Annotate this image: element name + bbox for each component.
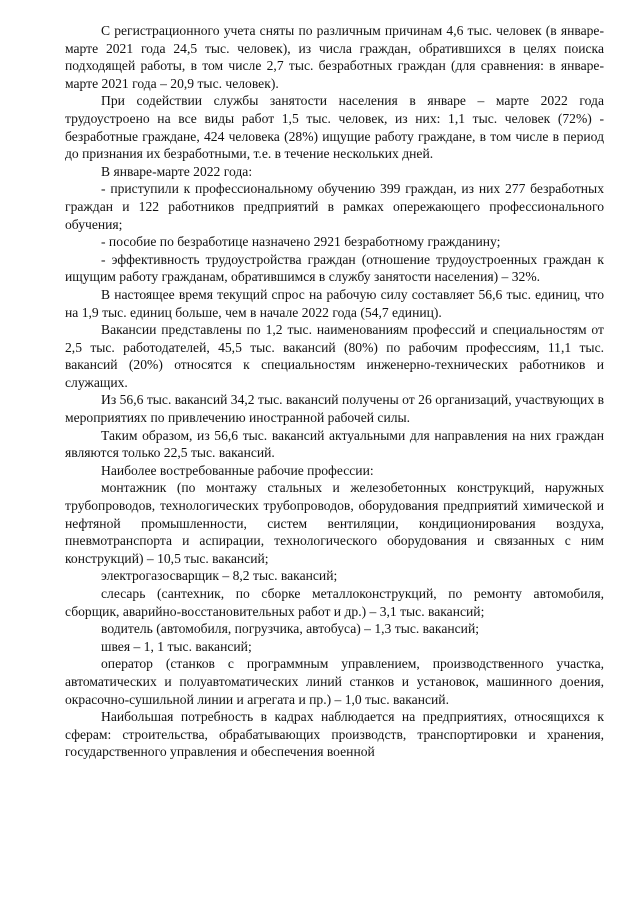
paragraph-jan-mar-heading: В январе-марте 2022 года:	[101, 163, 253, 179]
list-item-seamstress: швея – 1, 1 тыс. вакансий;	[101, 638, 252, 654]
paragraph-greatest-need: Наибольшая потребность в кадрах наблюдается на предприятиях, относящихся к сферам: строительства, обрабатывающих производств, транспортировки и хранения, государственного управления и обеспечения военной	[65, 709, 604, 760]
paragraph-efficiency: - эффективность трудоустройства граждан (отношение трудоустроенных граждан к ищущим работу гражданам, обратившимся в службу занятости населения) – 32%.	[65, 251, 604, 285]
list-item-driver: водитель (автомобиля, погрузчика, автобуса) – 1,3 тыс. вакансий;	[101, 621, 479, 637]
paragraph-deregistration: С регистрационного учета сняты по различным причинам 4,6 тыс. человек (в январе-марте 2021 года 24,5 тыс. человек), из числа граждан, обратившихся в целях поиска подходящей работы, в том числе 2,7 тыс. безработных граждан (для сравнения: в январе-марте 2021 года – 20,9 тыс. человек).	[65, 23, 604, 91]
paragraph-labor-demand: В настоящее время текущий спрос на рабочую силу составляет 56,6 тыс. единиц, что на 1,9 тыс. единиц больше, чем в начале 2022 года (54,7 единиц).	[65, 286, 604, 320]
list-item-operator: оператор (станков с программным управлением, производственного участка, автоматических и полуавтоматических линий станков и установок, машинного доения, окрасочно-сушильной линии и агрегата и пр.) – 1,0 тыс. вакансий.	[65, 656, 604, 707]
paragraph-benefits: - пособие по безработице назначено 2921 безработному гражданину;	[101, 234, 501, 250]
paragraph-foreign-labor: Из 56,6 тыс. вакансий 34,2 тыс. вакансий получены от 26 организаций, участвующих в мероприятиях по привлечению иностранной рабочей силы.	[65, 392, 604, 426]
paragraph-actual-vacancies: Таким образом, из 56,6 тыс. вакансий актуальными для направления на них граждан являются только 22,5 тыс. вакансий.	[65, 427, 604, 461]
list-item-locksmith: слесарь (сантехник, по сборке металлоконструкций, по ремонту автомобиля, сборщик, аварийно-восстановительных работ и др.) – 3,1 тыс. вакансий;	[65, 586, 604, 619]
list-item-installer: монтажник (по монтажу стальных и железобетонных конструкций, наружных трубопроводов, технологических трубопроводов, оборудования предприятий химической и нефтяной промышленности, систем вентиляции, кондиционирования воздуха, пневмотранспорта и аспирации, технологического оборудования и связанных с ним конструкций) – 10,5 тыс. вакансий;	[65, 480, 604, 566]
list-item-welder: электрогазосварщик – 8,2 тыс. вакансий;	[101, 568, 338, 584]
paragraph-training: - приступили к профессиональному обучению 399 граждан, из них 277 безработных граждан и 122 работников предприятий в рамках опережающего профессионального обучения;	[65, 181, 604, 232]
paragraph-demanded-professions: Наиболее востребованные рабочие профессии:	[101, 462, 374, 478]
paragraph-employment-assistance: При содействии службы занятости населения в январе – марте 2022 года трудоустроено на все виды работ 1,5 тыс. человек, из них: 1,1 тыс. человек (72%) - безработные граждане, 424 человека (28%) ищущие работу граждане, в том числе в период до признания их безработными, т.е. в течение нескольких дней.	[65, 93, 604, 162]
paragraph-vacancies: Вакансии представлены по 1,2 тыс. наименованиям профессий и специальностям от 2,5 тыс. работодателей, 45,5 тыс. вакансий (80%) по рабочим профессиям, 11,1 тыс. вакансий (20%) относятся к специальностям инженерно-технических работников и служащих.	[65, 322, 604, 390]
